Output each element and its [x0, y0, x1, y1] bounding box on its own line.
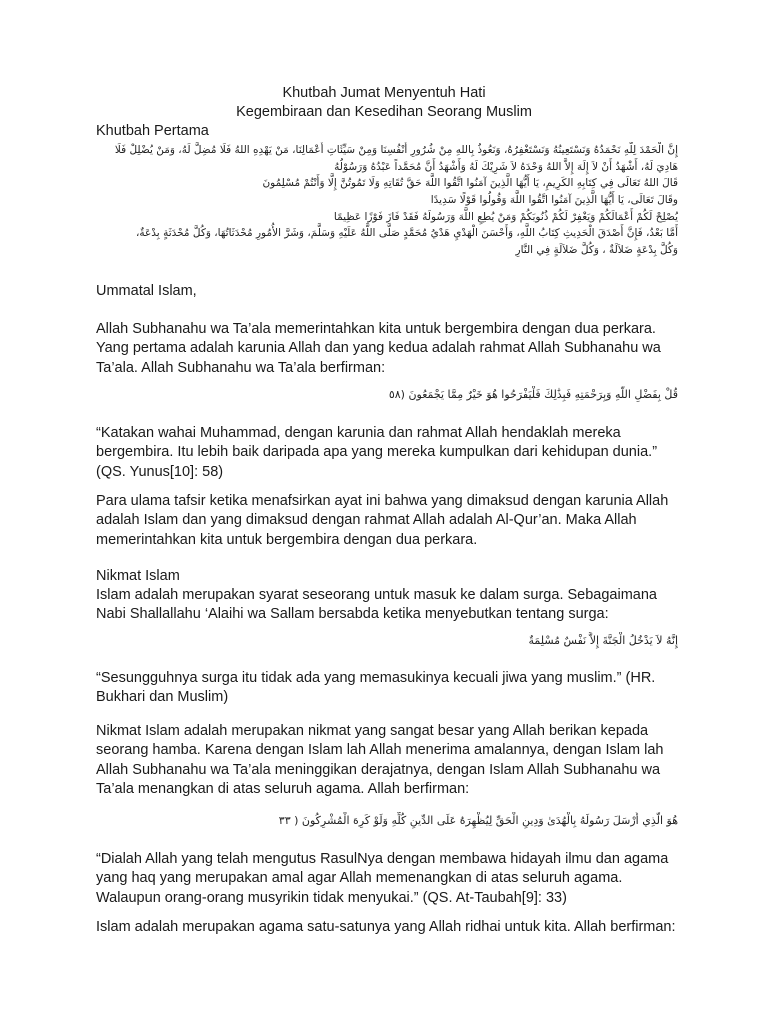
hadith-arabic: إِنَّهُ لاَ يَدْخُلُ الْجَنَّةَ إِلاَّ نَفْسٌ مُسْلِمَةٌ [528, 634, 678, 647]
paragraph-1: Allah Subhanahu wa Ta’ala memerintahkan kita untuk bergembira dengan dua perkara. Yang pertama adalah karunia Allah dan yang kedua adalah rahmat Allah Subhanahu wa Ta’ala. Allah Subhanahu wa Ta’ala berfirman: [96, 321, 661, 376]
title-line-2: Kegembiraan dan Kesedihan Seorang Muslim [236, 104, 532, 120]
opening-arabic-block [68, 142, 678, 259]
paragraph-5: Islam adalah merupakan agama satu-satunya yang Allah ridhai untuk kita. Allah berfirman: [96, 919, 676, 935]
translation-hadith: “Sesungguhnya surga itu tidak ada yang memasukinya kecuali jiwa yang muslim.” (HR. Bukhari dan Muslim) [96, 670, 656, 706]
arabic-line: قَالَ اللهُ تَعَالَى فِي كِتَابِهِ الكَرِيمِ، يَا أَيُّهَا الَّذِينَ آمَنُوا اتَّقُوا اللَّهَ حَقَّ تُقَاتِهِ وَلَا تَمُوتُنَّ إِلَّا وَأَنْتُمْ مُسْلِمُونَ [262, 177, 678, 190]
arabic-line: إِنَّ الْحَمْدَ لِلَّهِ نَحْمَدُهُ وَنَسْتَعِينُهُ وَنَسْتَغْفِرُهُ، وَنَعُوذُ بِاللهِ مِنْ شُرُورِ أَنْفُسِنَا وَمِنْ سَيِّئَاتِ أَعْمَالِنَا، مَنْ يَهْدِهِ اللهُ فَلَا مُضِلَّ لَهُ، وَمَنْ يُضْلِلْ فَلَا [114, 144, 678, 156]
translation-taubah: “Dialah Allah yang telah mengutus RasulNya dengan membawa hidayah ilmu dan agama yang haq yang merupakan amal agar Allah memenangkan di atas seluruh agama. Walaupun orang-orang musyrikin tidak menyukai.” (QS. At-Taubah[9]: 33) [96, 851, 669, 906]
title-line-1: Khutbah Jumat Menyentuh Hati [282, 85, 486, 101]
salutation: Ummatal Islam, [96, 283, 197, 299]
arabic-line: أَمَّا بَعْدُ، فَإِنَّ أَصْدَقَ الْحَدِيثِ كِتَابُ اللَّهِ، وَأَحْسَنَ الْهَدْيِ هَدْيُ مُحَمَّدٍ صَلَّى اللَّهُ عَلَيْهِ وَسَلَّمَ، وَشَرَّ الأُمُورِ مُحْدَثَاتُهَا، وَكُلَّ مُحْدَثَةٍ بِدْعَةٌ، [136, 227, 678, 240]
section-heading: Khutbah Pertama [96, 123, 209, 139]
quran-verse-taubah: هُوَ الَّذِي أَرْسَلَ رَسُولَهُ بِالْهُدَىٰ وَدِينِ الْحَقِّ لِيُظْهِرَهُ عَلَى الدِّينِ كُلِّهِ وَلَوْ كَرِهَ الْمُشْرِكُونَ ( ٣٣ [278, 814, 678, 827]
arabic-line: وَكُلَّ بِدْعَةٍ ضَلاَلَةٌ ، وَكُلَّ ضَلاَلَةٍ فِي النَّارِ [515, 244, 678, 257]
arabic-line: وقَالَ تَعَالَى، يَا أَيُّهَا الَّذِينَ آمَنُوا اتَّقُوا اللَّهَ وَقُولُوا قَوْلًا سَدِيدًا [430, 194, 678, 207]
arabic-line: هَادِيَ لَهُ، أَشْهَدُ أَنْ لاَ إِلَهَ إِلاَّ اللهُ وَحْدَهُ لاَ شَرِيْكَ لَهُ وَأَشْهَدُ أَنَّ مُحَمَّداً عَبْدُهُ وَرَسُوْلُهُ [334, 160, 678, 173]
subheading-nikmat-islam: Nikmat Islam [96, 568, 180, 584]
paragraph-4: Nikmat Islam adalah merupakan nikmat yang sangat besar yang Allah berikan kepada seorang hamba. Karena dengan Islam lah Allah menerima amalannya, dengan Islam lah Allah Subhanahu wa Ta’ala meninggikan derajatnya, dengan Islam Allah Subhanahu wa Ta’ala menangkan di atas seluruh agama. Allah berfirman: [96, 723, 664, 797]
translation-yunus: “Katakan wahai Muhammad, dengan karunia dan rahmat Allah hendaklah mereka bergembira. Itu lebih baik daripada apa yang mereka kumpulkan dari kehidupan dunia.” (QS. Yunus[10]: 58) [96, 425, 658, 480]
quran-verse-yunus: قُلْ بِفَضْلِ اللَّهِ وَبِرَحْمَتِهِ فَبِذَٰلِكَ فَلْيَفْرَحُوا هُوَ خَيْرٌ مِمَّا يَجْمَعُونَ (٥٨ [388, 388, 678, 401]
document-title [0, 84, 768, 122]
paragraph-2: Para ulama tafsir ketika menafsirkan ayat ini bahwa yang dimaksud dengan karunia Allah adalah Islam dan yang dimaksud dengan rahmat Allah adalah Al-Qur’an. Maka Allah memerintahkan kita untuk bergembira dengan dua perkara. [96, 493, 669, 548]
arabic-line: يُصْلِحْ لَكُمْ أَعْمَالَكُمْ وَيَغْفِرْ لَكُمْ ذُنُوبَكُمْ وَمَنْ يُطِعِ اللَّهَ وَرَسُولَهُ فَقَدْ فَازَ فَوْزًا عَظِيمًا [333, 210, 678, 223]
paragraph-3: Islam adalah merupakan syarat seseorang untuk masuk ke dalam surga. Sebagaimana Nabi Shallallahu ‘Alaihi wa Sallam bersabda ketika menyebutkan tentang surga: [96, 587, 657, 623]
